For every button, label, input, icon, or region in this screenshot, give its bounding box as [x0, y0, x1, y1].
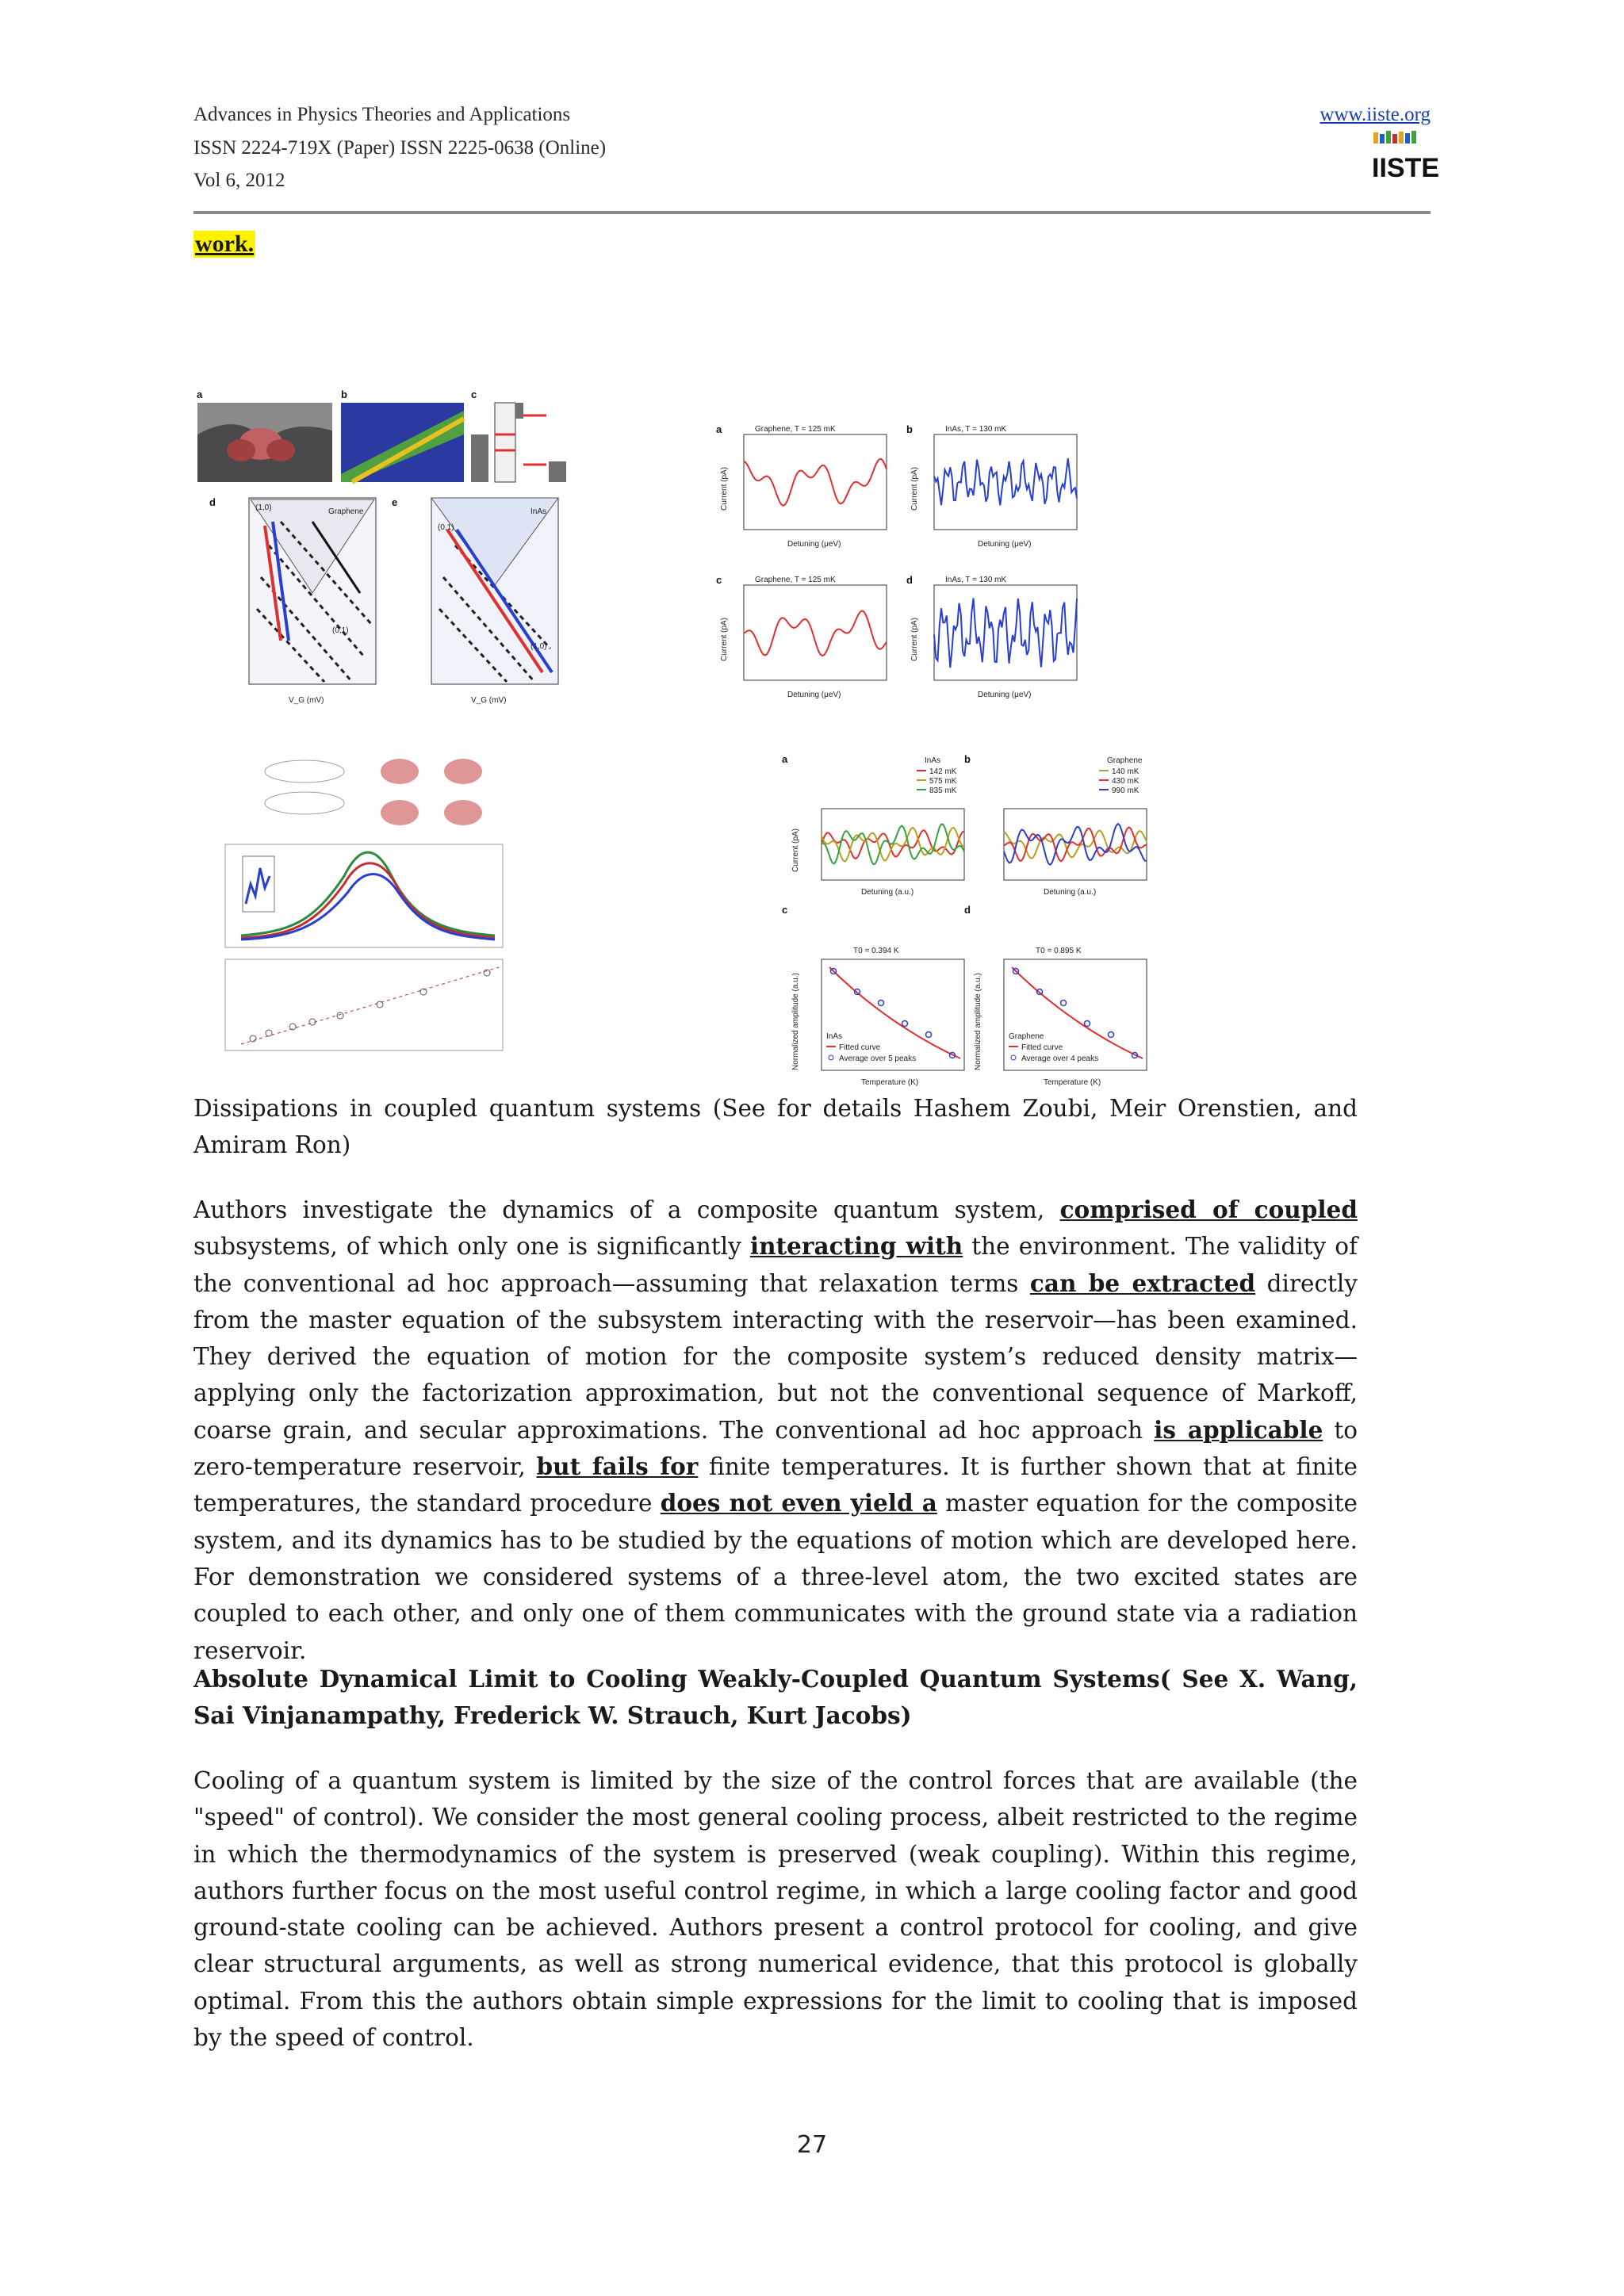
highlighted-word: work.: [195, 231, 255, 257]
legend-entry: Average over 4 peaks: [1021, 1054, 1099, 1063]
svg-text:e: e: [392, 496, 398, 508]
legend-title: InAs: [925, 756, 941, 765]
svg-text:InAs: InAs: [530, 507, 547, 516]
data-curve: [822, 825, 964, 864]
panel-label: a: [782, 753, 788, 765]
figure-caption: Dissipations in coupled quantum systems (See for details Hashem Zoubi, Meir Orenstien, and Amiram Ron): [193, 1095, 1358, 1159]
underlined-phrase: interacting with: [749, 1232, 963, 1261]
y-axis-label: Current (pA): [720, 466, 729, 511]
x-axis-label: Detuning (μeV): [978, 691, 1032, 699]
data-curve: [822, 828, 964, 862]
panel-title: InAs, T = 130 mK: [945, 576, 1007, 584]
svg-text:V_G (mV): V_G (mV): [471, 696, 507, 705]
x-axis-label: Detuning (μeV): [978, 540, 1032, 549]
x-axis-label: Detuning (a.u.): [861, 888, 914, 897]
svg-text:(1,0): (1,0): [530, 642, 547, 651]
plot-frame: [1004, 959, 1147, 1070]
underlined-phrase: can be extracted: [1029, 1269, 1256, 1297]
panel-title: Graphene, T = 125 mK: [755, 576, 836, 584]
figure-schematic-faded: [193, 749, 527, 1058]
svg-text:IISTE: IISTE: [1372, 153, 1440, 183]
y-axis-label: Current (pA): [791, 828, 800, 872]
paragraph-dissipations: Authors investigate the dynamics of a composite quantum system, comprised of coupled subsystems, of which only one is significantly interacting with the environment. The validity of the conventional ad hoc approach—assuming that relaxation terms can be extracted directly from the master equation of the subsystem interacting with the reservoir—has been examined. They derived the equation of motion for the composite system’s reduced density matrix—applying only the factorization approximation, but not the conventional sequence of Markoff, coarse grain, and secular approximations. The conventional ad hoc approach is applicable to zero-temperature reservoir, but fails for finite temperatures. It is further shown that at finite temperatures, the standard procedure does not even yield a master equation for the composite system, and its dynamics has to be studied by the equations of motion which are developed here. For demonstration we considered systems of a three-level atom, the two excited states are coupled to each other, and only one of them communicates with the ground state via a radiation reservoir.: [193, 1196, 1358, 1664]
journal-url-link[interactable]: www.iiste.org: [1320, 104, 1431, 125]
panel-label: d: [906, 574, 913, 586]
y-axis-label: Normalized amplitude (a.u.): [974, 973, 982, 1070]
legend-entry: 140 mK: [1112, 767, 1139, 776]
svg-text:b: b: [341, 388, 347, 400]
x-axis-label: Temperature (K): [861, 1078, 919, 1087]
figure-current-detuning: [712, 408, 1109, 709]
panel-label: c: [782, 904, 788, 916]
underlined-phrase: does not even yield a: [660, 1489, 937, 1517]
legend-title: Graphene: [1107, 756, 1143, 765]
data-curve: [934, 599, 1077, 668]
legend-entry: 142 mK: [929, 767, 957, 776]
legend-entry: Graphene: [1009, 1032, 1044, 1041]
svg-text:(1,0): (1,0): [255, 503, 272, 512]
data-point: [1109, 1032, 1114, 1038]
svg-text:c: c: [471, 388, 477, 400]
panel-label: a: [716, 423, 722, 435]
data-curve: [934, 458, 1077, 505]
panel-label: b: [906, 423, 913, 435]
x-axis-label: Detuning (μeV): [787, 540, 841, 549]
data-curve: [744, 459, 887, 506]
y-axis-label: Normalized amplitude (a.u.): [791, 973, 800, 1070]
header-rule: [193, 211, 1431, 214]
panel-title: T0 = 0.895 K: [1036, 947, 1082, 955]
data-point: [1085, 1021, 1090, 1027]
panel-label: d: [964, 904, 971, 916]
svg-text:d: d: [209, 496, 216, 508]
figure-temperature-dependence: [766, 737, 1178, 1087]
iiste-logo-icon: [1370, 129, 1440, 183]
data-point: [1061, 1001, 1067, 1006]
svg-text:Graphene: Graphene: [328, 507, 364, 516]
panel-title: Graphene, T = 125 mK: [755, 425, 836, 434]
y-axis-label: Current (pA): [910, 466, 919, 511]
x-axis-label: Detuning (μeV): [787, 691, 841, 699]
x-axis-label: Temperature (K): [1044, 1078, 1101, 1087]
data-point: [926, 1032, 932, 1038]
panel-title: InAs, T = 130 mK: [945, 425, 1007, 434]
legend-entry: Fitted curve: [839, 1043, 881, 1052]
legend-entry: 430 mK: [1112, 777, 1139, 786]
legend-entry: 990 mK: [1112, 786, 1139, 795]
x-axis-label: Detuning (a.u.): [1044, 888, 1097, 897]
plot-frame: [822, 959, 964, 1070]
svg-text:V_G (mV): V_G (mV): [289, 696, 324, 705]
figure-device-stability: [193, 387, 574, 712]
data-curve: [744, 611, 887, 656]
plot-frame: [744, 585, 887, 680]
legend-entry: Fitted curve: [1021, 1043, 1063, 1052]
paragraph-cooling: Cooling of a quantum system is limited by the size of the control forces that are available (the "speed" of control). We consider the most general cooling process, albeit restricted to the regime in which the thermodynamics of the system is preserved (weak coupling). Within this regime, authors further focus on the most useful control regime, in which a large cooling factor and good ground-state cooling can be achieved. Authors present a control protocol for cooling, and give clear structural arguments, as well as strong numerical evidence, that this protocol is globally optimal. From this the authors obtain simple expressions for the limit to cooling that is imposed by the speed of control.: [193, 1767, 1358, 2052]
legend-entry: InAs: [826, 1032, 843, 1041]
plot-frame: [934, 585, 1077, 680]
underlined-phrase: but fails for: [536, 1452, 699, 1481]
legend-entry: Average over 5 peaks: [839, 1054, 917, 1063]
data-point: [902, 1021, 908, 1027]
svg-text:(0,1): (0,1): [332, 626, 349, 635]
y-axis-label: Current (pA): [910, 617, 919, 661]
panel-title: T0 = 0.394 K: [853, 947, 899, 955]
underlined-phrase: comprised of coupled: [1059, 1196, 1358, 1223]
svg-text:a: a: [197, 388, 203, 400]
plot-frame: [744, 434, 887, 530]
legend-entry: 575 mK: [929, 777, 957, 786]
volume-line: Vol 6, 2012: [193, 170, 285, 191]
legend-swatch: [829, 1055, 833, 1060]
data-point: [879, 1001, 884, 1006]
section-heading-cooling: Absolute Dynamical Limit to Cooling Weakly-Coupled Quantum Systems( See X. Wang, Sai Vinjanampathy, Frederick W. Strauch, Kurt Jacobs): [193, 1665, 1358, 1730]
journal-title: Advances in Physics Theories and Applications: [193, 104, 571, 125]
page-number: 27: [796, 2131, 828, 2159]
underlined-phrase: is applicable: [1154, 1415, 1323, 1444]
legend-swatch: [1011, 1055, 1016, 1060]
panel-label: b: [964, 753, 971, 765]
svg-text:(0,1): (0,1): [438, 523, 454, 532]
legend-entry: 835 mK: [929, 786, 957, 795]
panel-label: c: [716, 574, 722, 586]
y-axis-label: Current (pA): [720, 617, 729, 661]
plot-frame: [822, 809, 964, 880]
issn-line: ISSN 2224-719X (Paper) ISSN 2225-0638 (Online): [193, 137, 607, 159]
